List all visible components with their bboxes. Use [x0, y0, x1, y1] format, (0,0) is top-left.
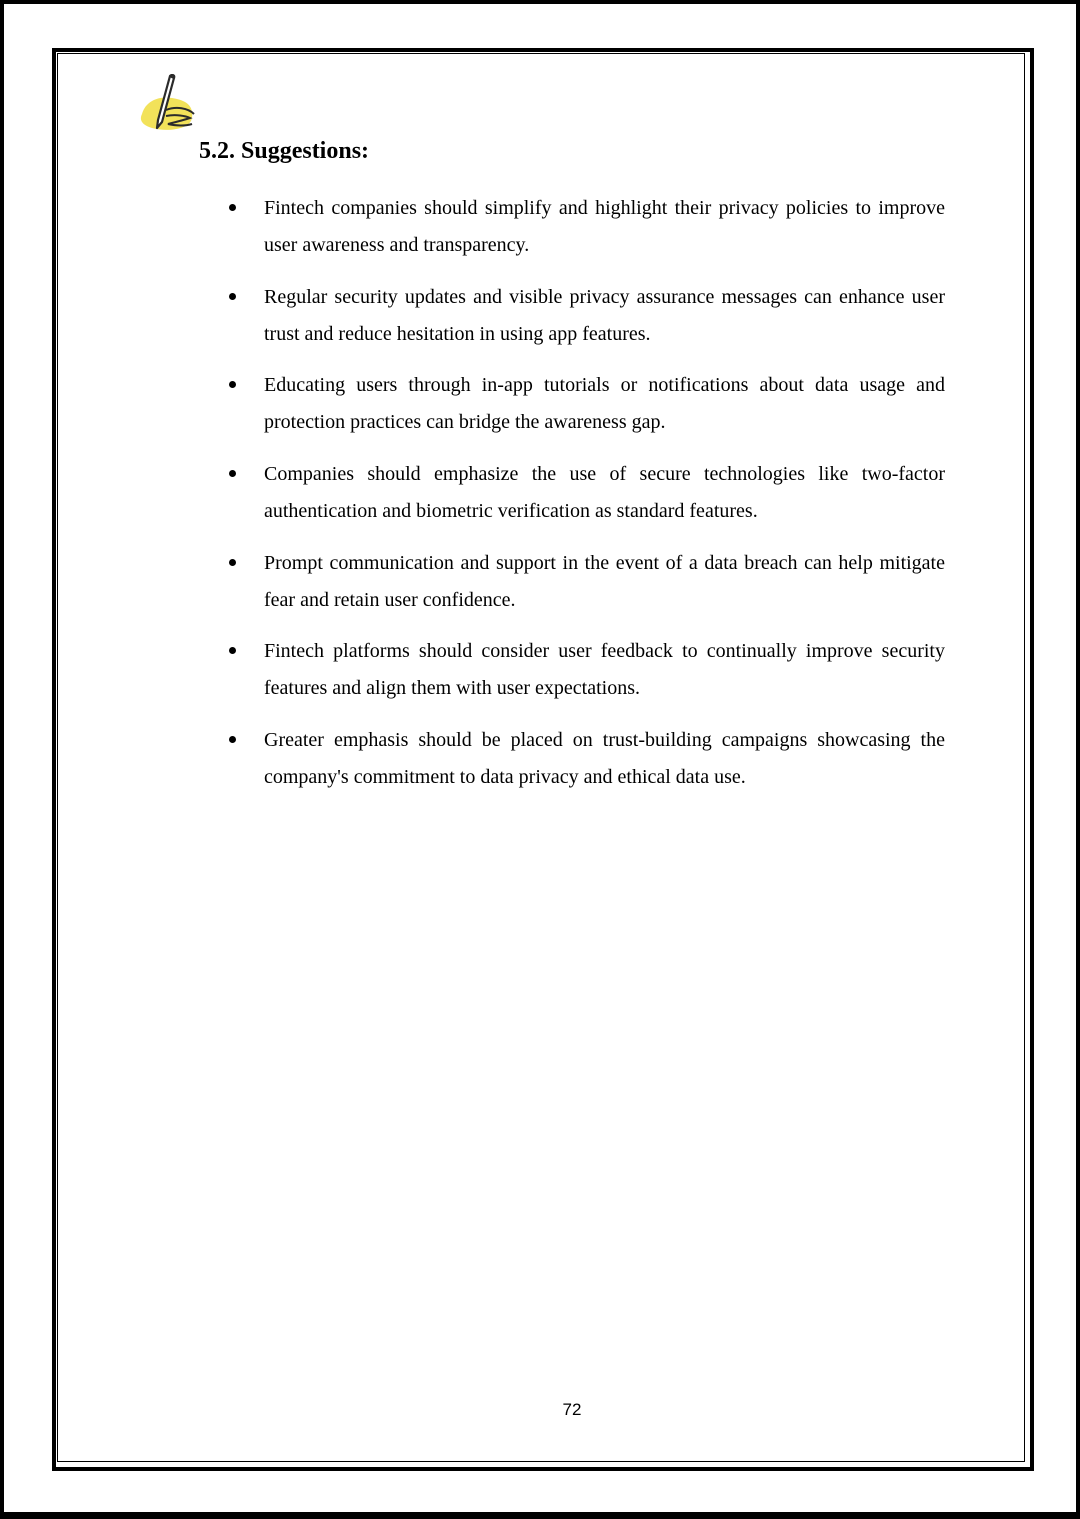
bullet-icon [229, 293, 236, 300]
suggestion-text: Companies should emphasize the use of secure technologies like two-factor authentication and biometric verification as standard features. [264, 463, 945, 522]
suggestions-list [4, 4, 1076, 1512]
document-page [4, 4, 1076, 1512]
page-number: 72 [562, 1400, 582, 1419]
bullet-icon [229, 204, 236, 211]
bullet-icon [229, 736, 236, 743]
suggestion-text: Fintech companies should simplify and highlight their privacy policies to improve user awareness and transparency. [264, 197, 945, 256]
bullet-icon [229, 470, 236, 477]
bullet-icon [229, 647, 236, 654]
bullet-icon [229, 381, 236, 388]
suggestion-text: Greater emphasis should be placed on trust-building campaigns showcasing the company's commitment to data privacy and ethical data use. [264, 729, 945, 788]
suggestion-text: Regular security updates and visible privacy assurance messages can enhance user trust and reduce hesitation in using app features. [264, 286, 945, 345]
section-heading: 5.2. Suggestions: [199, 138, 370, 164]
bullet-icon [229, 559, 236, 566]
suggestion-text: Fintech platforms should consider user feedback to continually improve security features and align them with user expectations. [264, 640, 945, 699]
suggestion-text: Educating users through in-app tutorials or notifications about data usage and protection practices can bridge the awareness gap. [264, 374, 945, 433]
suggestion-text: Prompt communication and support in the event of a data breach can help mitigate fear and retain user confidence. [264, 552, 945, 611]
